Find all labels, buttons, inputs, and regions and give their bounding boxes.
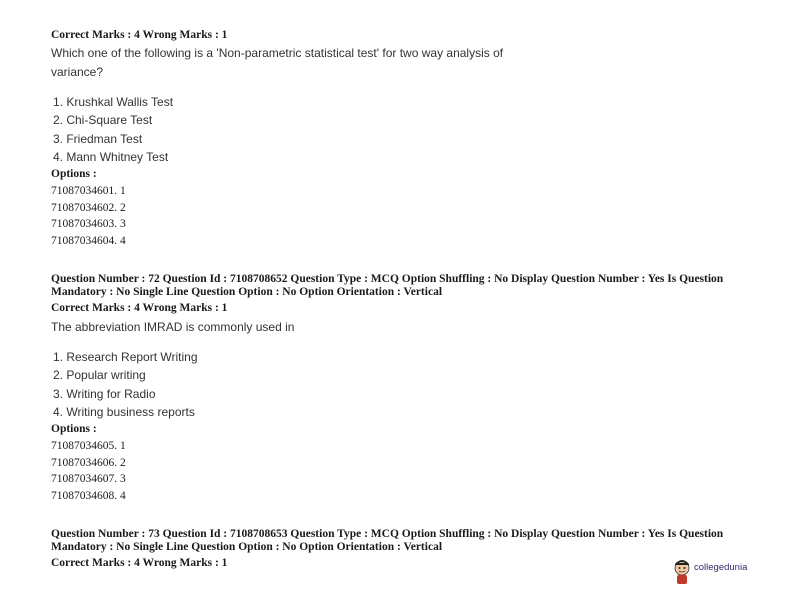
q72-header: Question Number : 72 Question Id : 7108708652 Question Type : MCQ Option Shuffling : No Display Question Number : Yes Is Question Mandatory : No Single Line Question Option : No Option Orientation : Vertical: [51, 273, 724, 298]
q72-option-codes: [51, 438, 126, 504]
q71-option-codes: [51, 183, 126, 249]
q72-options-list: [51, 348, 198, 421]
option-code: 71087034603. 3: [51, 218, 126, 231]
q71-options-label: Options :: [51, 168, 97, 180]
brand-name: collegedunia: [694, 562, 748, 573]
option-item: 4. Mann Whitney Test: [53, 149, 169, 164]
q73-header: Question Number : 73 Question Id : 7108708653 Question Type : MCQ Option Shuffling : No Display Question Number : Yes Is Question Mandatory : No Single Line Question Option : No Option Orientation : Vertical: [51, 528, 724, 553]
option-code: 71087034604. 4: [51, 234, 126, 247]
q72-marks: Correct Marks : 4 Wrong Marks : 1: [51, 302, 228, 314]
q72-options-label: Options :: [51, 423, 97, 435]
q72-question-text: The abbreviation IMRAD is commonly used in: [51, 320, 295, 334]
option-code: 71087034605. 1: [51, 440, 126, 452]
q71-marks: Correct Marks : 4 Wrong Marks : 1: [51, 29, 228, 41]
q71-options-list: [51, 93, 173, 166]
option-item: 3. Friedman Test: [53, 131, 143, 146]
option-code: 71087034608. 4: [51, 489, 126, 502]
option-item: 2. Chi-Square Test: [53, 113, 153, 128]
option-code: 71087034601. 1: [51, 185, 126, 197]
option-code: 71087034607. 3: [51, 473, 126, 486]
option-item: 3. Writing for Radio: [53, 386, 156, 401]
option-code: 71087034602. 2: [51, 201, 126, 214]
option-code: 71087034606. 2: [51, 456, 126, 469]
option-item: 1. Research Report Writing: [53, 350, 198, 364]
option-item: 4. Writing business reports: [53, 404, 195, 419]
mascot-icon: [672, 559, 692, 585]
q71-question-text: Which one of the following is a 'Non-parametric statistical test' for two way analysis of variance?: [51, 46, 504, 79]
option-item: 1. Krushkal Wallis Test: [53, 95, 174, 109]
option-item: 2. Popular writing: [53, 368, 146, 383]
q73-marks: Correct Marks : 4 Wrong Marks : 1: [51, 557, 228, 569]
collegedunia-logo: [672, 559, 764, 585]
